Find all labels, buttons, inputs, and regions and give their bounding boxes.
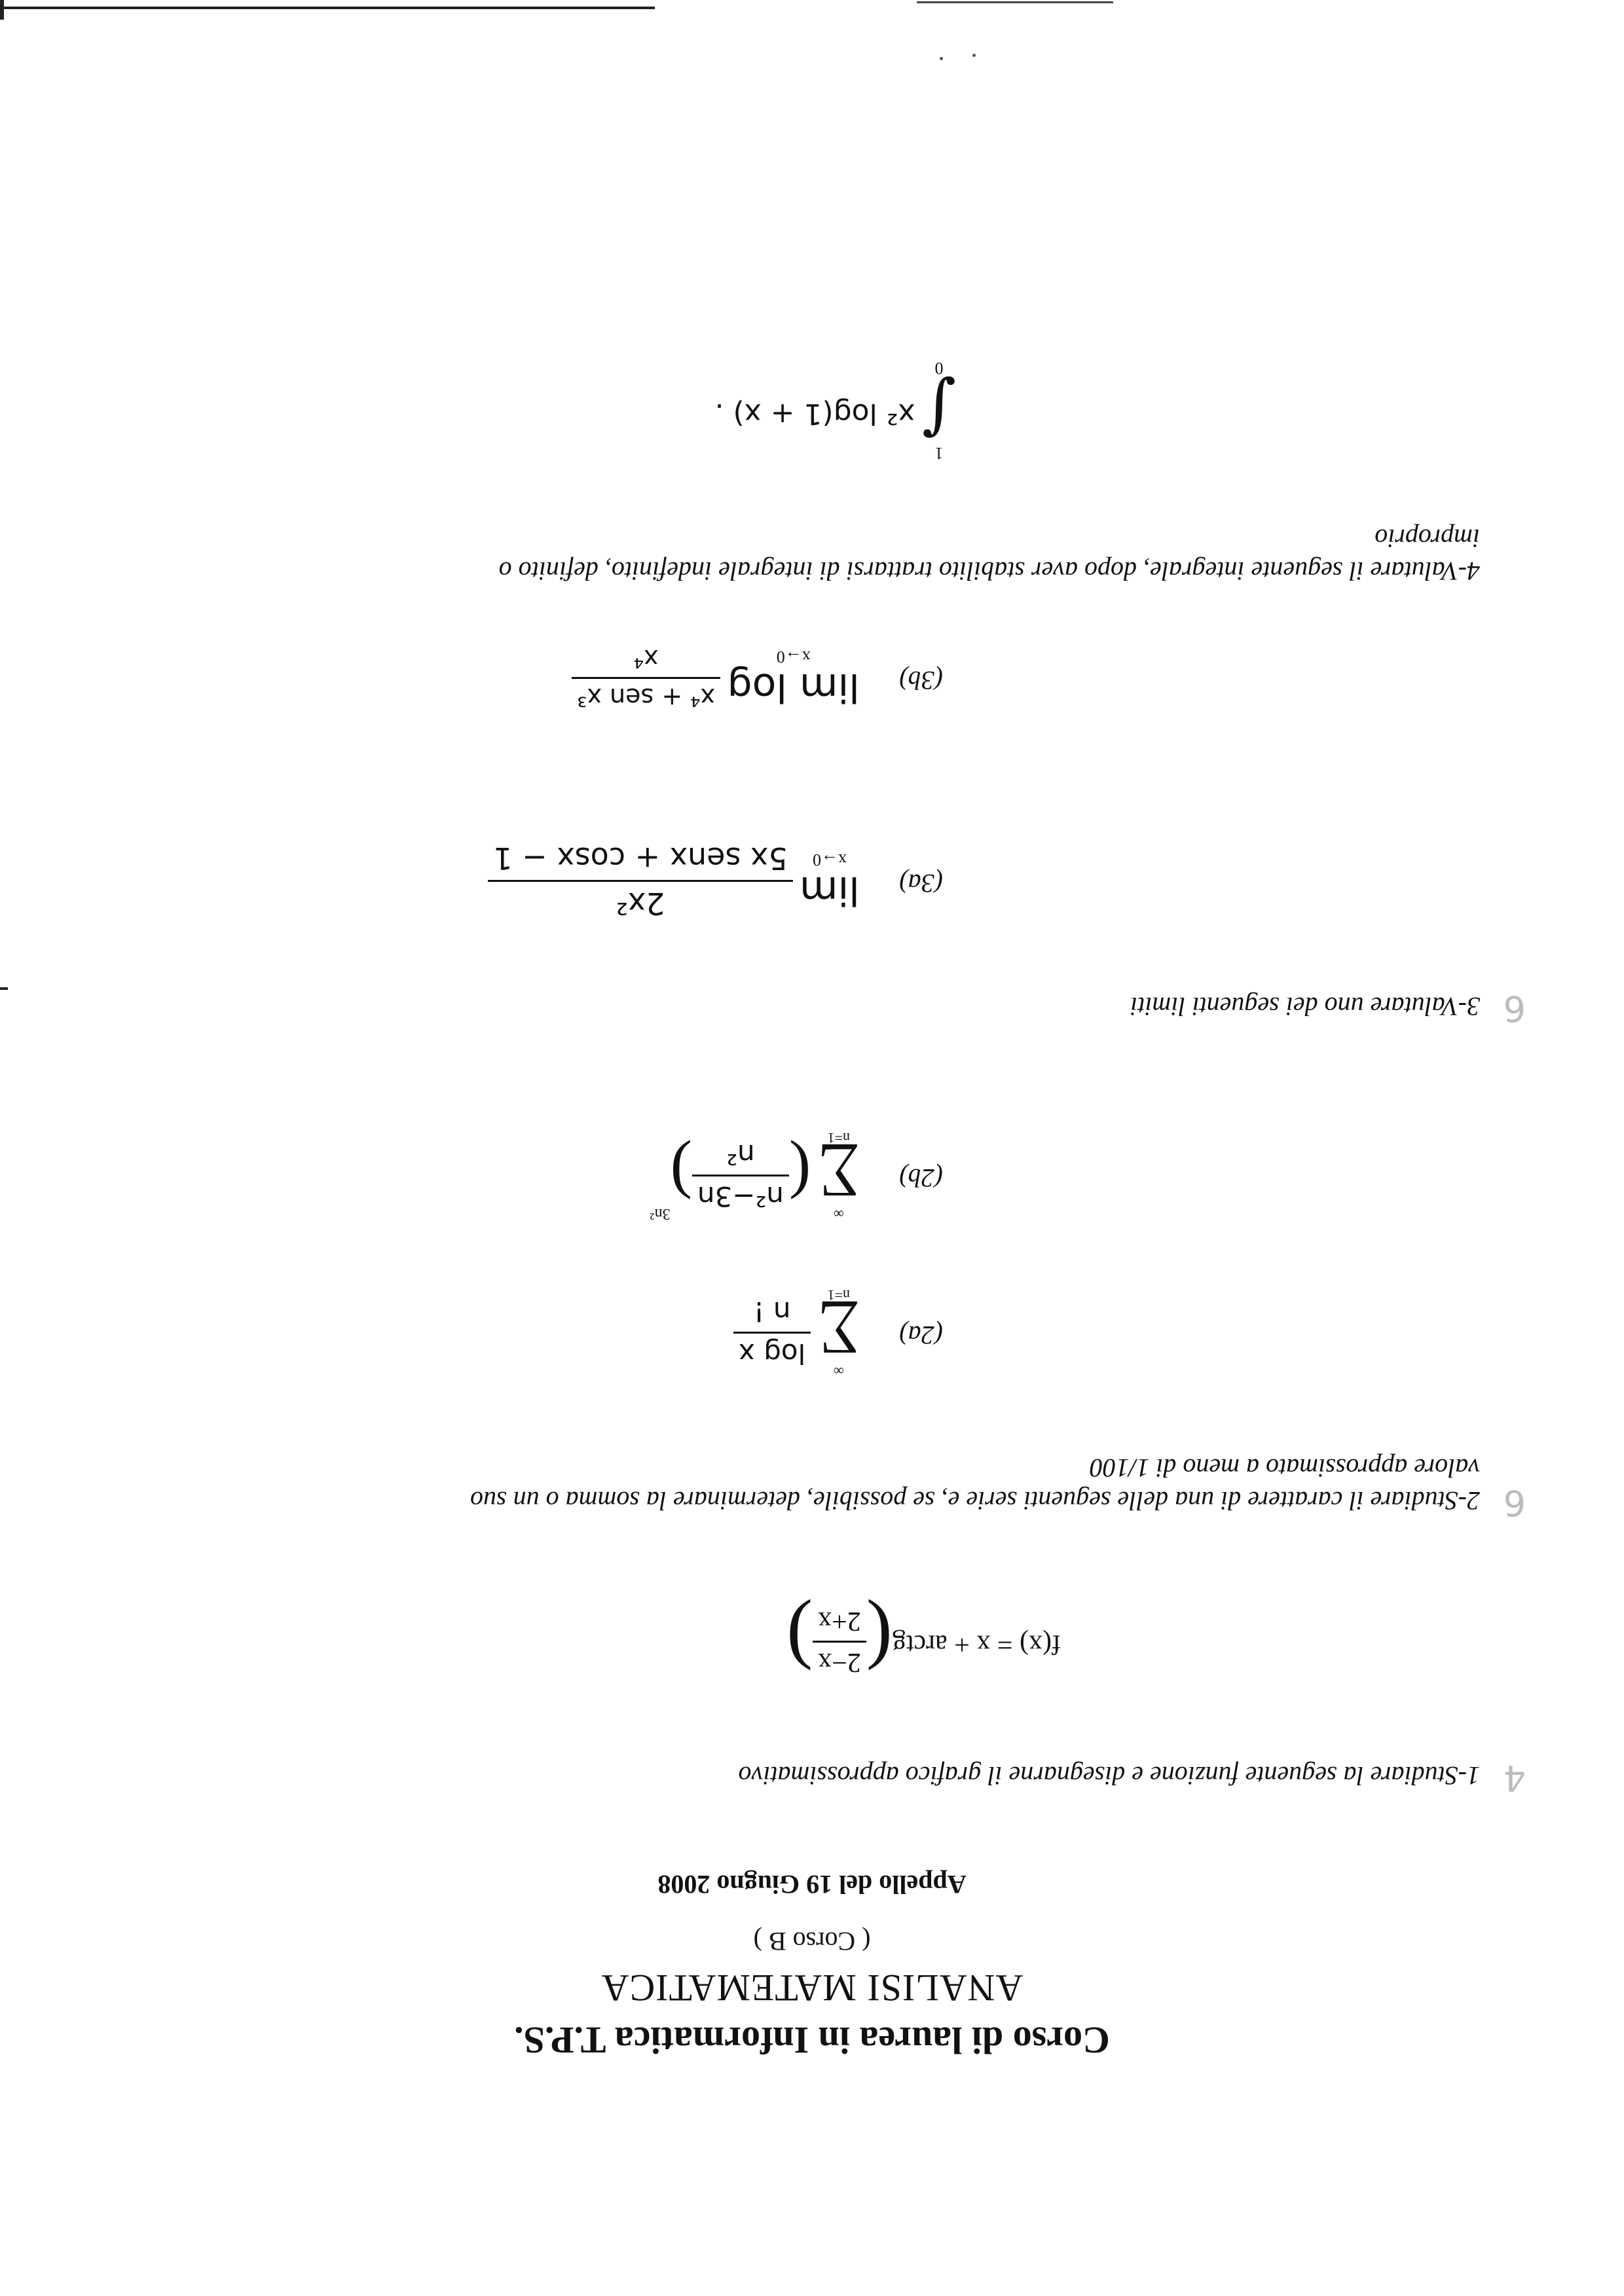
margin-score-mark: 6 xyxy=(1503,1482,1526,1523)
course-section: ( Corso B ) xyxy=(753,1927,871,1956)
fraction-numerator: 2−x xyxy=(813,1641,866,1679)
fraction-numerator: n²−3n xyxy=(692,1175,789,1213)
limit-subscript: x→0 xyxy=(776,647,811,667)
limit-3a-label: (3a) xyxy=(899,868,943,898)
limit-3b-label: (3b) xyxy=(899,665,943,695)
fraction xyxy=(813,1606,866,1679)
sum-upper: ∞ xyxy=(833,1363,844,1379)
scan-speck xyxy=(972,54,976,57)
limit-3a xyxy=(488,841,943,921)
sum-upper: ∞ xyxy=(833,1206,844,1222)
series-2a-label: (2a) xyxy=(899,1321,943,1351)
paren-open: ( xyxy=(866,1599,893,1686)
question-1-text: 1-Studiare la seguente funzione e disegnarne il grafico approssimativo xyxy=(738,1761,1480,1791)
subject-title: ANALISI MATEMATICA xyxy=(600,1967,1024,2009)
paren-close: ) xyxy=(670,1139,692,1212)
integral-4 xyxy=(714,358,956,463)
question-2-text-line2: valore approssimato a meno di 1/100 xyxy=(1090,1453,1480,1483)
question-2-text-line1: 2-Studiare il carattere di una delle seguenti serie e, se possibile, determinare la somma o un suo xyxy=(470,1486,1480,1516)
integrand: x² log(1 + x) . xyxy=(714,397,915,431)
limit-subscript: x→0 xyxy=(812,850,847,870)
fraction-numerator: log x xyxy=(733,1332,811,1370)
series-2b-label: (2b) xyxy=(899,1163,943,1194)
fraction xyxy=(733,1296,811,1370)
question-4-text-line1: 4-Valutare il seguente integrale, dopo aver stabilito trattarsi di integrale indefinito, definito o xyxy=(498,556,1480,586)
margin-score-mark: 6 xyxy=(1503,988,1526,1029)
margin-score-mark: 4 xyxy=(1503,1757,1526,1798)
fraction xyxy=(572,644,720,712)
sum-lower: n=1 xyxy=(827,1130,850,1146)
question-1-formula xyxy=(786,1597,1061,1687)
question-4-text-line2: improprio xyxy=(1375,524,1480,553)
integral-upper: 1 xyxy=(934,444,944,463)
series-exponent: 3n² xyxy=(650,1205,671,1222)
summation-sign: ∞ ∑ n=1 xyxy=(817,1287,860,1379)
paren-open: ( xyxy=(788,1139,811,1212)
limit-operator: lim x→0 xyxy=(800,850,860,914)
fraction xyxy=(692,1139,789,1213)
series-2a xyxy=(733,1286,943,1379)
sum-lower: n=1 xyxy=(827,1287,850,1303)
exam-date: Appello del 19 Giugno 2008 xyxy=(657,1870,967,1899)
fraction xyxy=(488,841,792,921)
fraction-denominator: 2+x xyxy=(818,1606,861,1637)
fraction-denominator: n ! xyxy=(753,1296,791,1328)
course-title: Corso di laurea in Informatica T.P.S. xyxy=(514,2019,1110,2062)
fraction-denominator: n² xyxy=(726,1139,755,1171)
summation-sign: ∞ ∑ n=1 xyxy=(817,1130,860,1222)
fraction-numerator: 2x² xyxy=(488,880,792,921)
integral-lower: 0 xyxy=(934,359,944,378)
question-3-text: 3-Valutare uno dei seguenti limiti xyxy=(1130,992,1480,1021)
fraction-numerator: x⁴ + sen x³ xyxy=(572,677,720,712)
scan-speck xyxy=(940,57,943,60)
integral-sign: 1 ∫ 0 xyxy=(921,359,956,463)
limit-operator: lim log x→0 xyxy=(727,647,860,711)
fraction-denominator: x⁴ xyxy=(633,644,659,673)
paren-close: ) xyxy=(786,1599,813,1686)
fraction-denominator: 5x senx + cosx − 1 xyxy=(493,841,788,876)
formula-lhs: f(x) = x + arctg xyxy=(892,1629,1061,1660)
series-2b xyxy=(650,1129,943,1222)
limit-3b xyxy=(572,644,943,712)
